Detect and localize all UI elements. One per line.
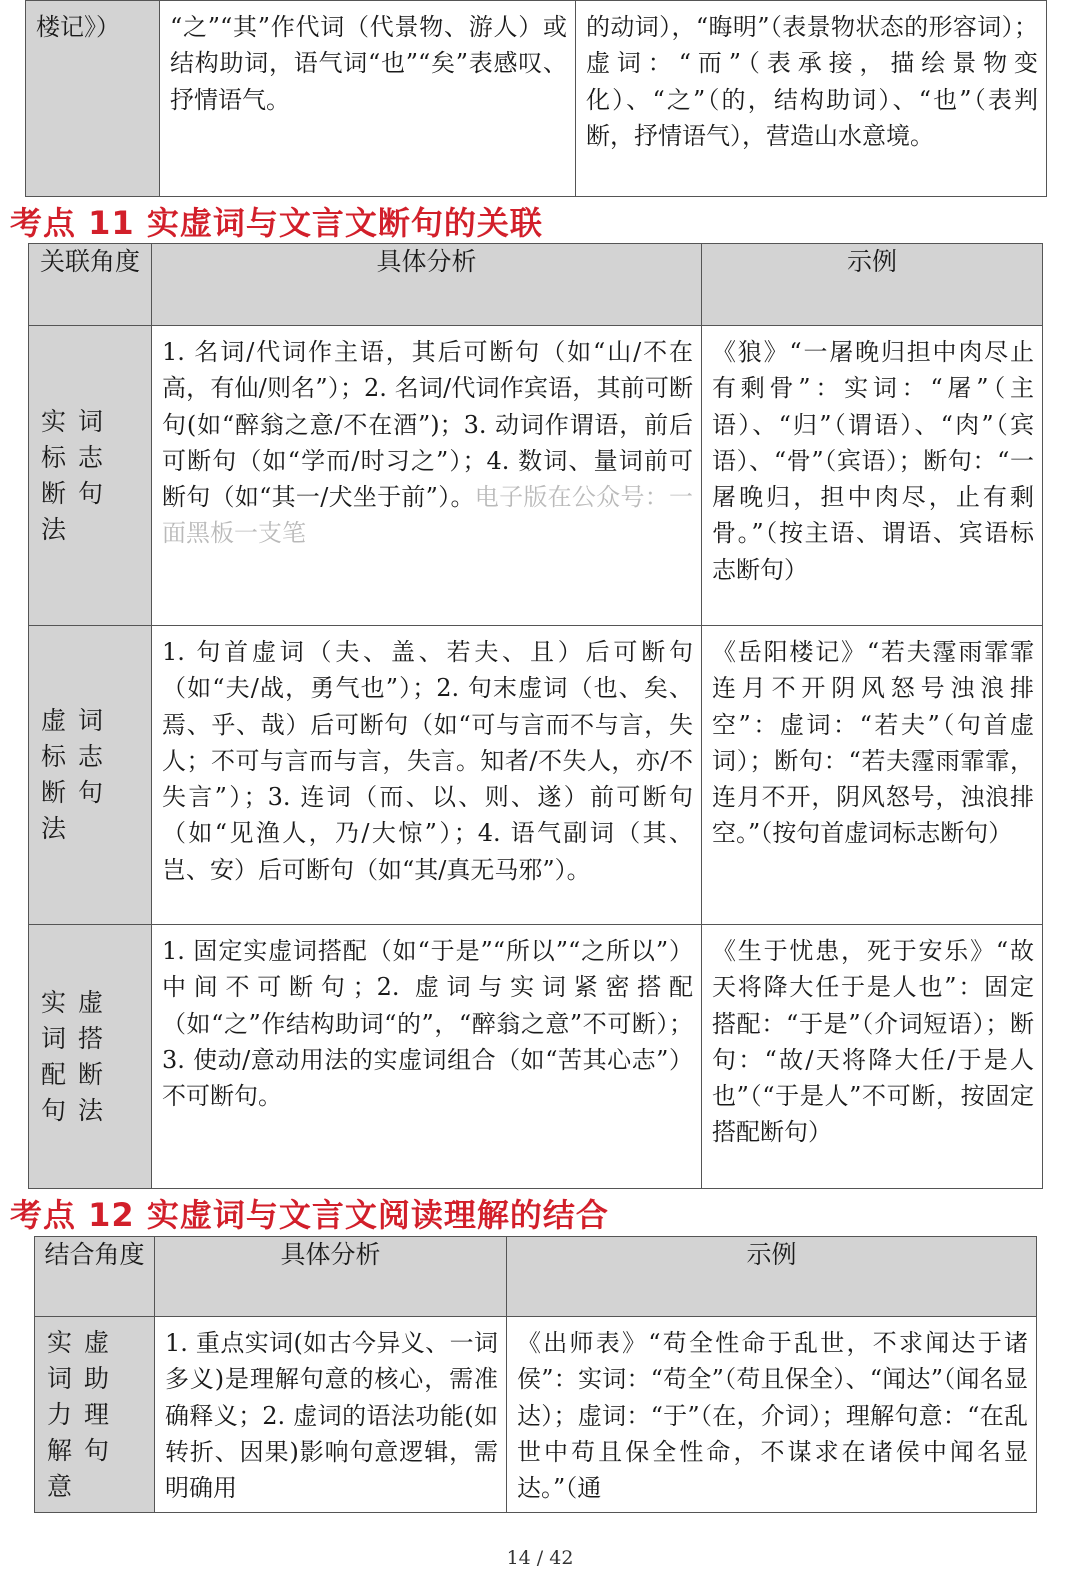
s11-row1-label: 实词标志断句法 [41,406,116,544]
s11-row2-example: 《岳阳楼记》“若夫霪雨霏霏连月不开阴风怒号浊浪排空”：虚词：“若夫”（句首虚词）；断句：“若夫霪雨霏霏，连月不开，阴风怒号，浊浪排空。”（按句首虚词标志断句） [712,638,1034,848]
s12-row1-analysis: 1. 重点实词(如古今异义、一词多义)是理解句意的核心，需准确释义；2. 虚词的语法功能(如转折、因果)影响句意逻辑，需明确用 [165,1329,498,1503]
s11-row3-label: 实虚词搭配断句法 [41,987,116,1125]
section-11-heading: 考点 11 实虚词与文言文断句的关联 [10,204,543,242]
top-table-col2: “之”“其”作代词（代景物、游人）或结构助词，语气词“也”“矣”表感叹、抒情语气。 [170,13,567,114]
s11-row1-example-cell [702,326,1043,626]
s12-row1-label: 实虚词助力理解句意 [47,1327,122,1501]
table-row [29,326,1043,626]
section-12-table [34,1236,1037,1513]
table-row [29,925,1043,1189]
s12-row1-example: 《出师表》“苟全性命于乱世，不求闻达于诸侯”：实词：“苟全”（苟且保全）、“闻达”（闻名显达）；虚词：“于”（在，介词）；理解句意：“在乱世中苟且保全性命，不谋求在诸侯中闻名显达。”（通 [517,1329,1028,1503]
s11-row3-example: 《生于忧患，死于安乐》“故天将降大任于是人也”：固定搭配：“于是”（介词短语）；断句：“故/天将降大任/于是人也”（“于是人”不可断，按固定搭配断句） [712,937,1034,1147]
s12-header-angle-text: 结合角度 [44,1240,145,1269]
s11-row3-analysis-cell [152,925,702,1189]
s12-header-angle [35,1237,155,1317]
s12-row1-label-cell [35,1317,155,1513]
table-row [29,626,1043,925]
s12-row1-example-cell [507,1317,1037,1513]
top-table-label-cell [26,1,160,197]
s12-row1-analysis-cell [155,1317,507,1513]
s11-row2-analysis: 1. 句首虚词（夫、盖、若夫、且）后可断句（如“夫/战，勇气也”）；2. 句末虚词（也、矣、焉、乎、哉）后可断句（如“可与言而不与言，失人；不可与言而与言，失言。知者/不失人，亦/不失言”）；3. 连词（而、以、则、遂）前可断句（如“见渔人，乃/大惊”）；4. 语气副词（其、岂、安）后可断句（如“其/真无马邪”）。 [162,638,693,884]
s11-row2-label: 虚词标志断句法 [41,706,116,843]
s11-row1-analysis: 1. 名词/代词作主语，其后可断句（如“山/不在高，有仙/则名”）；2. 名词/代词作宾语，其前可断句(如“醉翁之意/不在酒”)；3. 动词作谓语，前后可断句（如“学而/时习之”）；4. 数词、量词前可断句（如“其一/犬坐于前”）。 [162,338,693,512]
s11-row2-example-cell [702,626,1043,925]
s12-header-example [507,1237,1037,1317]
top-table-col1: 楼记》） [36,13,120,41]
page-number: 14 / 42 [506,1547,574,1569]
s11-header-analysis-text: 具体分析 [376,247,477,276]
section-11-table [28,243,1043,1189]
s11-row2-analysis-cell [152,626,702,925]
s12-header-analysis-text: 具体分析 [280,1240,381,1269]
s11-row1-analysis-cell [152,326,702,626]
watermark-text: 电子版在公众号：一面黑板一支笔 [162,483,694,548]
s11-row2-label-cell [29,626,152,925]
s11-header-angle-text: 关联角度 [39,247,140,276]
s11-header-analysis [152,244,702,326]
s12-header-example-text: 示例 [746,1240,797,1269]
section-12-heading: 考点 12 实虚词与文言文阅读理解的结合 [10,1196,609,1234]
s11-row1-label-cell [29,326,152,626]
table-row [35,1317,1037,1513]
s12-header-analysis [155,1237,507,1317]
s11-row3-analysis: 1. 固定实虚词搭配（如“于是”“所以”“之所以”）中间不可断句；2. 虚词与实词紧密搭配（如“之”作结构助词“的”，“醉翁之意”不可断）；3. 使动/意动用法的实虚词组合（如“苦其心志”）不可断句。 [162,937,693,1111]
top-table-col3: 的动词），“晦明”（表景物状态的形容词）；虚词：“而”（表承接，描绘景物变化）、“之”（的，结构助词）、“也”（表判断，抒情语气），营造山水意境。 [586,13,1038,150]
top-table-example-cell [576,1,1047,197]
top-table-analysis-cell [160,1,576,197]
s11-header-example-text: 示例 [846,247,897,276]
s11-row3-label-cell [29,925,152,1189]
s11-row3-example-cell [702,925,1043,1189]
s11-header-angle [29,244,152,326]
top-continued-table [25,0,1047,197]
s11-row1-example: 《狼》“一屠晚归担中肉尽止有剩骨”：实词：“屠”（主语）、“归”（谓语）、“肉”（宾语）、“骨”（宾语）；断句：“一屠晚归，担中肉尽，止有剩骨。”（按主语、谓语、宾语标志断句） [712,338,1034,584]
s11-header-example [702,244,1043,326]
